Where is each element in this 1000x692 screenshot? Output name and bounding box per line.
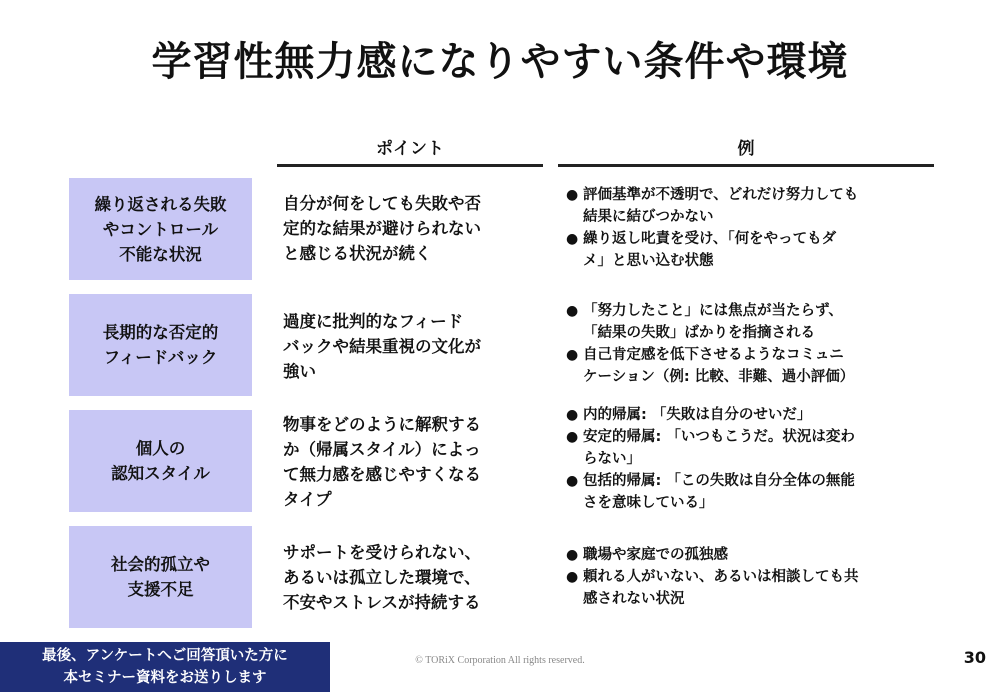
row-label-line: 認知スタイル: [111, 464, 210, 483]
bullet-icon: ●: [566, 429, 579, 445]
point-line: 過度に批判的なフィード: [283, 312, 464, 331]
example-item: [566, 228, 938, 272]
point-text: [283, 309, 545, 384]
row-label-negative-feedback: [69, 294, 252, 396]
example-line: 「結果の失敗」ばかりを指摘される: [583, 325, 815, 341]
example-line: 結果に結びつかない: [583, 209, 714, 225]
point-line: 定的な結果が避けられない: [283, 219, 481, 238]
bullet-icon: ●: [566, 187, 579, 203]
row-label-line: やコントロール: [102, 219, 219, 239]
row-label-line: 支援不足: [127, 580, 194, 599]
example-line: 「努力したこと」には焦点が当たらず、: [583, 303, 843, 319]
banner-line: 本セミナー資料をお送りします: [63, 670, 267, 686]
example-item: [566, 566, 938, 610]
example-item: [566, 344, 938, 388]
example-item: [566, 544, 938, 566]
point-text: [283, 540, 545, 615]
example-item: [566, 470, 938, 514]
point-line: 強い: [283, 362, 316, 381]
bullet-icon: ●: [566, 347, 579, 363]
example-list: [566, 184, 938, 272]
example-list: [566, 404, 938, 514]
point-text: [283, 412, 545, 512]
banner-line: 最後、アンケートへご回答頂いた方に: [42, 648, 288, 664]
column-header-example: 例: [558, 134, 934, 167]
row-label-cognitive-style: [69, 410, 252, 512]
survey-banner: [0, 642, 330, 692]
row-label-social-isolation: [69, 526, 252, 628]
example-list: [566, 544, 938, 610]
point-line: 物事をどのように解釈する: [283, 415, 481, 434]
row-label-line: 社会的孤立や: [111, 555, 210, 574]
row-label-line: 長期的な否定的: [102, 323, 219, 342]
row-label-line: 個人の: [135, 439, 186, 458]
bullet-icon: ●: [566, 473, 579, 489]
point-line: て無力感を感じやすくなる: [283, 465, 481, 484]
example-line: 内的帰属: 「失敗は自分のせいだ」: [583, 407, 812, 423]
bullet-icon: ●: [566, 231, 579, 247]
point-line: か（帰属スタイル）によっ: [283, 440, 481, 459]
example-line: らない」: [583, 451, 641, 467]
row-label-line: 不能な状況: [119, 244, 202, 264]
bullet-icon: ●: [566, 303, 579, 319]
example-line: 頼れる人がいない、あるいは相談しても共: [583, 569, 859, 585]
example-line: メ」と思い込む状態: [583, 253, 714, 269]
example-line: 安定的帰属: 「いつもこうだ。状況は変わ: [583, 429, 855, 445]
point-line: サポートを受けられない、: [283, 543, 481, 562]
example-line: ケーション（例: 比較、非難、過小評価）: [583, 369, 855, 385]
row-label-line: 繰り返される失敗: [94, 194, 227, 214]
point-text: [283, 191, 545, 266]
page-number: 30: [963, 648, 986, 667]
example-line: 感されない状況: [583, 591, 685, 607]
example-line: 評価基準が不透明で、どれだけ努力しても: [583, 187, 859, 203]
example-item: [566, 404, 938, 426]
example-list: [566, 300, 938, 388]
example-item: [566, 184, 938, 228]
point-line: 自分が何をしても失敗や否: [283, 194, 481, 213]
point-line: あるいは孤立した環境で、: [283, 568, 481, 587]
example-line: 自己肯定感を低下させるようなコミュニ: [583, 347, 844, 363]
example-line: 繰り返し叱責を受け、「何をやってもダ: [583, 231, 837, 247]
example-item: [566, 426, 938, 470]
row-label-line: フィードバック: [103, 348, 218, 367]
example-line: 包括的帰属: 「この失敗は自分全体の無能: [583, 473, 855, 489]
row-label-repeated-failure: [69, 178, 252, 280]
point-line: 不安やストレスが持続する: [283, 593, 481, 612]
column-header-point: ポイント: [277, 134, 543, 167]
example-line: さを意味している」: [583, 495, 714, 511]
bullet-icon: ●: [566, 407, 579, 423]
example-item: [566, 300, 938, 344]
point-line: バックや結果重視の文化が: [283, 337, 481, 356]
point-line: と感じる状況が続く: [283, 244, 432, 263]
example-line: 職場や家庭での孤独感: [583, 547, 728, 563]
bullet-icon: ●: [566, 569, 579, 585]
page-title: 学習性無力感になりやすい条件や環境: [151, 39, 849, 85]
point-line: タイプ: [283, 490, 332, 509]
copyright-text: © TORiX Corporation All rights reserved.: [415, 655, 585, 666]
bullet-icon: ●: [566, 547, 579, 563]
